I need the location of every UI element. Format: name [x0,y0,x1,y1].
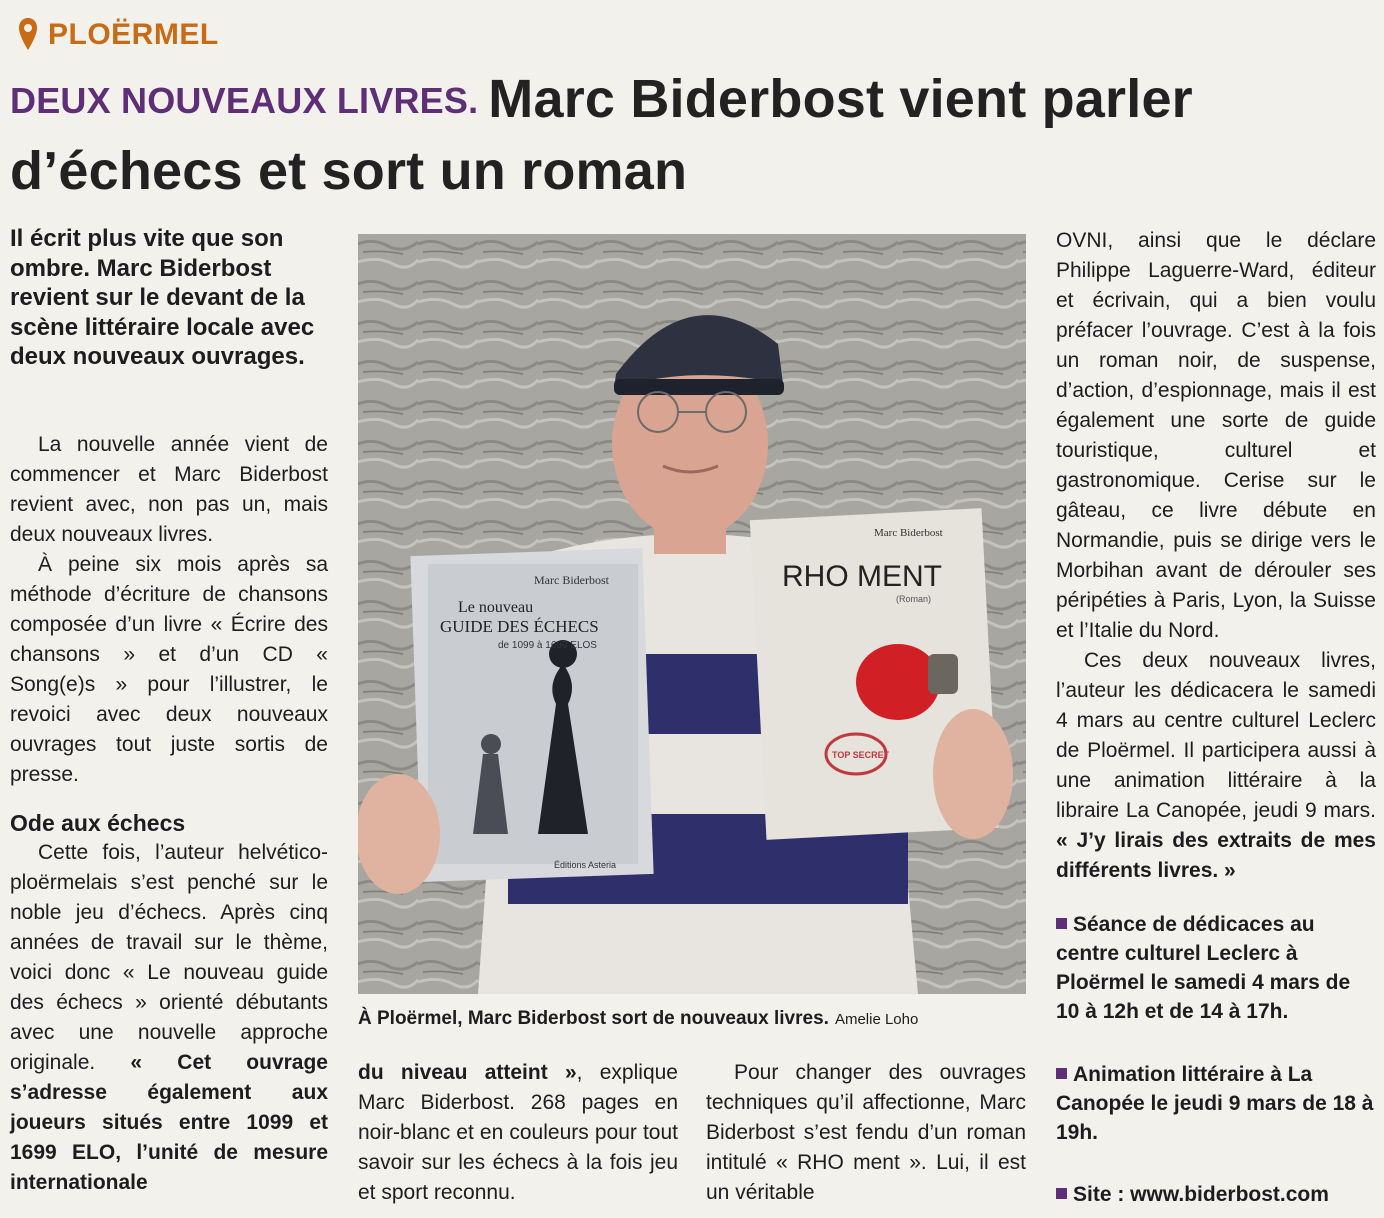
info-item-dedicace [1056,910,1376,1026]
article-column-3 [706,1058,1026,1208]
book1-title-b: GUIDE DES ÉCHECS [440,617,599,636]
site-link[interactable]: Site : www.biderbost.com [1073,1183,1329,1206]
body-paragraph: OVNI, ainsi que le déclare Philippe Laguerre-Ward, éditeur et écrivain, qui a bien voulu préfacer l’ouvrage. C’est à la fois un roman noir, de suspense, d’action, d’espionnage, mais il est également une sorte de guide touristique, culturel et gastronomique. Cerise sur le gâteau, ce livre débute en Normandie, puis se dirige vers le Morbihan avant de dérouler ses péripéties à Paris, Lyon, la Suisse et l’Italie du Nord. [1056,229,1376,642]
article-column-2 [358,1058,678,1208]
body-paragraph [358,1058,678,1208]
headline-title: Marc Biderbost vient parler d’échecs et sort un roman [10,69,1193,201]
body-paragraph: Pour changer des ouvrages techniques qu’il affectionne, Marc Biderbost s’est fendu d’un roman intitulé « RHO ment ». Lui, il est un véritable [706,1061,1026,1204]
body-paragraph [1056,646,1376,886]
book1-author: Marc Biderbost [534,573,609,587]
info-item-site[interactable] [1056,1180,1376,1209]
article-photo [358,234,1026,994]
body-quote: « Cet ouvrage s’adresse également aux joueurs situés entre 1099 et 1699 ELO, l’unité de mesure internationale [10,1051,328,1194]
caption-text: À Ploërmel, Marc Biderbost sort de nouveaux livres. [358,1008,829,1029]
info-text: Animation littéraire à La Canopée le jeudi 9 mars de 18 à 19h. [1056,1063,1374,1144]
body-text: Ces deux nouveaux livres, l’auteur les dédicacera le samedi 4 mars au centre culturel Leclerc de Ploërmel. Il participera aussi à une animation littéraire à la libraire La Canopée, jeudi 9 mars. [1056,649,1376,822]
body-paragraph: À peine six mois après sa méthode d’écriture de chansons composée d’un livre « Écrire des chansons » et d’un CD « Song(e)s » pour l’illustrer, le revoici avec deux nouveaux ouvrages tout juste sortis de presse. [10,553,328,786]
article-column-4 [1056,226,1376,886]
book1-subtitle: de 1099 à 1699 ELOS [498,640,597,651]
body-paragraph: La nouvelle année vient de commencer et Marc Biderbost revient avec, non pas un, mais deux nouveaux livres. [10,433,328,546]
article-headline [10,64,1380,206]
square-bullet-icon [1056,1188,1067,1199]
book1-title-a: Le nouveau [458,599,534,616]
book1-publisher: Éditions Asteria [554,860,617,870]
body-quote: « J’y lirais des extraits de mes différents livres. » [1056,829,1376,882]
book-guide-des-echecs [410,548,653,882]
body-quote: du niveau atteint » [358,1061,577,1084]
square-bullet-icon [1056,918,1067,929]
article-column-1 [10,430,328,1198]
body-text: Cette fois, l’auteur helvético-ploërmelais s’est penché sur le noble jeu d’échecs. Après cinq années de travail sur le thème, voici donc « Le nouveau guide des échecs » orienté débutants avec une nouvelle approche originale. [10,841,328,1074]
book2-subtitle: (Roman) [896,594,932,604]
photo-caption [358,1008,1038,1030]
stamp-text: TOP SECRET [832,750,890,760]
headline-kicker: DEUX NOUVEAUX LIVRES. [10,80,479,121]
square-bullet-icon [1056,1068,1067,1079]
subheading: Ode aux échecs [10,810,186,836]
book2-author: Marc Biderbost [874,527,943,539]
body-text: , explique Marc Biderbost. 268 pages en noir-blanc et en couleurs pour tout savoir sur les échecs à la fois jeu et sport reconnu. [358,1061,678,1204]
article-intro: Il écrit plus vite que son ombre. Marc Biderbost revient sur le devant de la scène littéraire locale avec deux nouveaux ouvrages. [10,225,315,370]
book2-title: RHO MENT [782,560,942,593]
map-pin-icon [18,16,38,56]
info-text: Séance de dédicaces au centre culturel Leclerc à Ploërmel le samedi 4 mars de 10 à 12h et de 14 à 17h. [1056,913,1351,1023]
section-location: PLOËRMEL [48,18,219,51]
photo-credit: Amelie Loho [834,1011,919,1028]
info-item-animation [1056,1060,1376,1147]
body-paragraph [10,838,328,1198]
